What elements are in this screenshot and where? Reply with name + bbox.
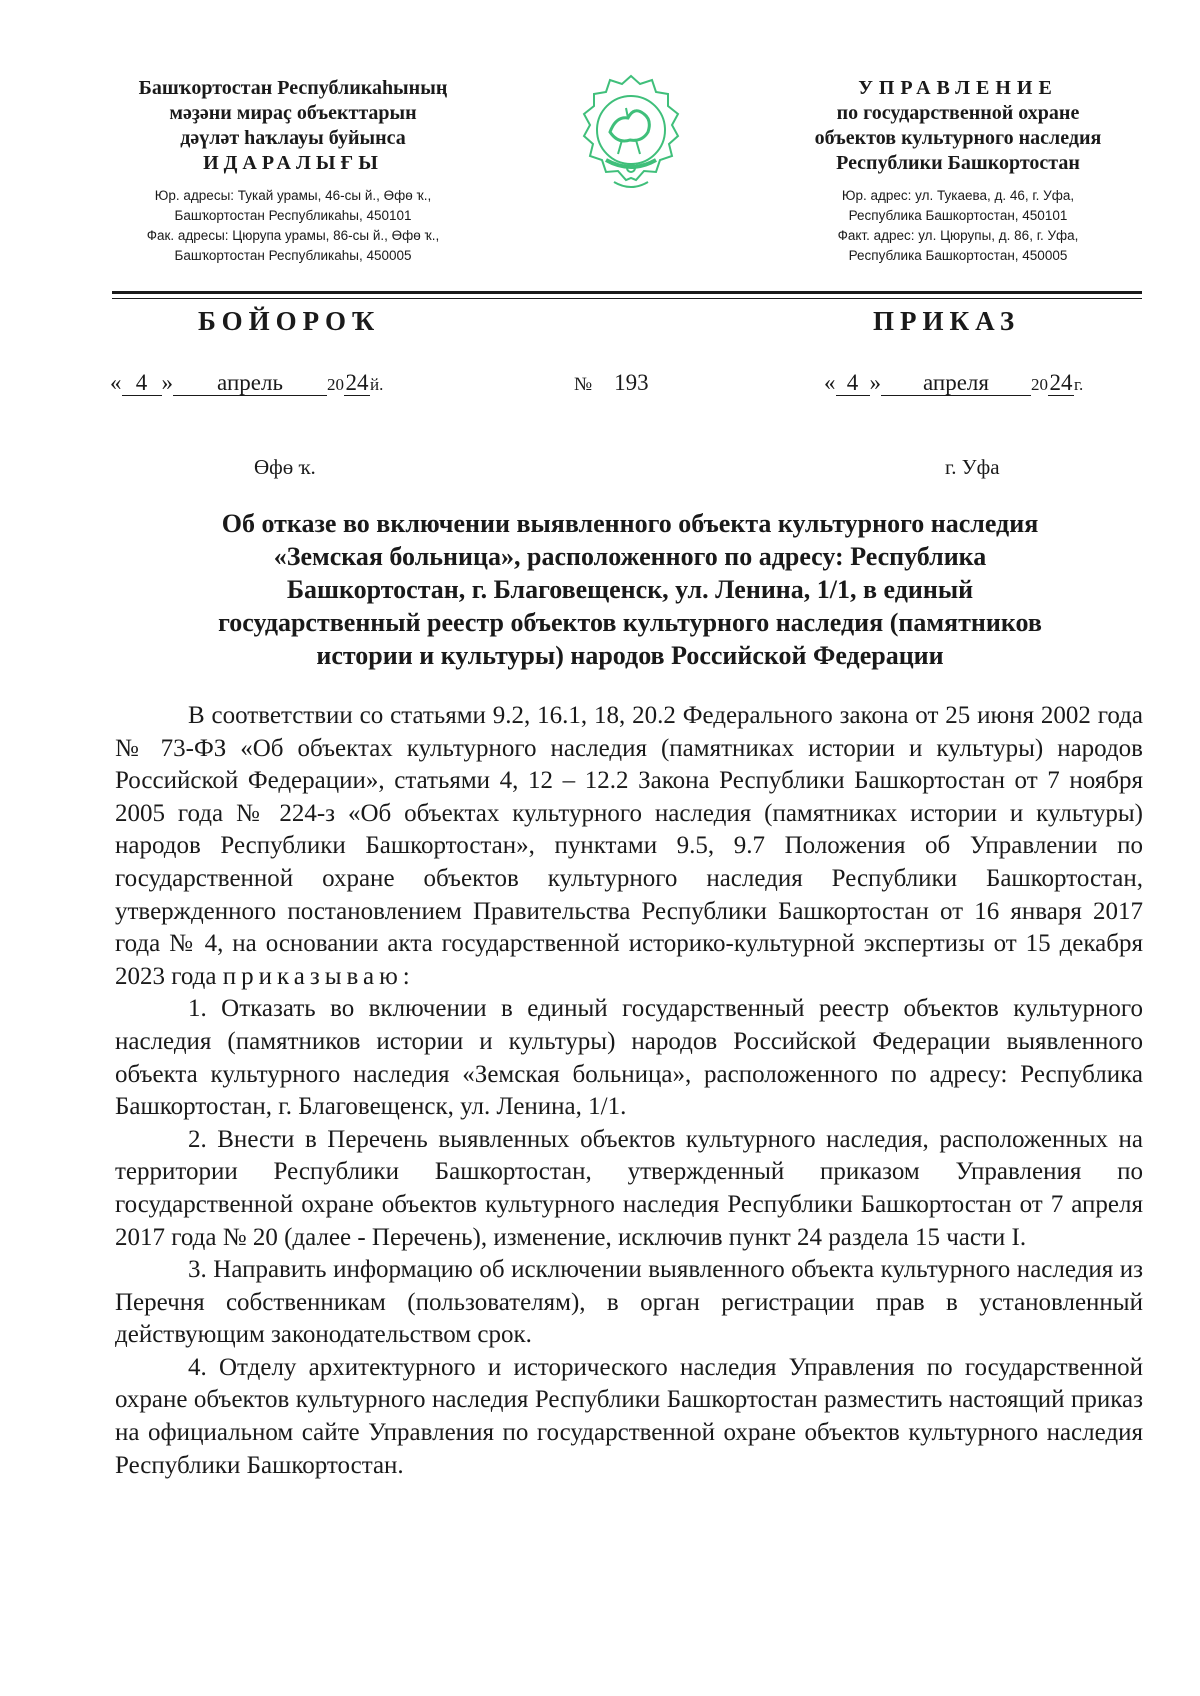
document-body [115, 700, 1143, 1482]
org-address [108, 186, 478, 266]
title-line: «Земская больница», расположенного по адресу: Республика [273, 542, 987, 571]
preamble-paragraph [115, 700, 1143, 993]
org-address [772, 186, 1144, 266]
address-line: Факт. адрес: ул. Цюрупы, д. 86, г. Уфа, [837, 228, 1079, 243]
title-line: истории и культуры) народов Российской Федерации [316, 641, 944, 670]
quote-open: « [110, 370, 122, 395]
org-name-line: дәүләт һаҡлауы буйынса [180, 127, 406, 149]
date-day: 4 [836, 371, 870, 396]
preamble-text: В соответствии со статьями 9.2, 16.1, 18, 20.2 Федерального закона от 25 июня 2002 года № 73-ФЗ «Об объектах культурного наследия (памятниках истории и культуры) народов Российской Федерации», статьями 4, 12 – 12.2 Закона Республики Башкортостан от 7 ноября 2005 года № 224-з «Об объектах культурного наследия (памятниках истории и культуры) народов Республики Башкортостан», пунктами 9.5, 9.7 Положения об Управлении по государственной охране объектов культурного наследия Республики Башкортостан, утвержденного постановлением Правительства Республики Башкортостан от 16 января 2017 года № 4, на основании акта государственной историко-культурной экспертизы от 15 декабря 2023 года [115, 702, 1143, 990]
org-name-line: мәҙәни мираҫ объекттарын [169, 102, 417, 124]
city-russian: г. Уфа [945, 455, 1000, 479]
order-number [574, 370, 649, 396]
address-line: Республика Башкортостан, 450101 [848, 208, 1068, 223]
doc-type-russian: ПРИКАЗ [873, 306, 1021, 336]
org-name-line: Башҡортостан Республикаһының [138, 77, 448, 99]
address-line: Юр. адрес: ул. Тукаева, д. 46, г. Уфа, [841, 188, 1075, 203]
quote-close: » [161, 370, 173, 395]
order-item: 3. Направить информацию об исключении выявленного объекта культурного наследия из Перечня собственникам (пользователям), в орган регистрации прав в установленный действующим законодательством срок. [115, 1256, 1143, 1349]
doc-type-bashkir: БОЙОРОҠ [198, 306, 381, 336]
header-left-block [108, 76, 478, 266]
address-line: Башҡортостан Республикаһы, 450005 [174, 248, 412, 263]
address-line: Фак. адресы: Цюрупа урамы, 86-сы й., Өфө ҡ., [146, 228, 440, 243]
coat-of-arms-icon [566, 70, 696, 200]
document-title [120, 507, 1140, 672]
date-year-prefix: 20 [1031, 375, 1048, 394]
title-line: государственный реестр объектов культурного наследия (памятников [218, 608, 1042, 637]
org-name-line: УПРАВЛЕНИЕ [858, 77, 1058, 99]
date-russian [824, 370, 1083, 396]
title-line: Об отказе во включении выявленного объекта культурного наследия [221, 509, 1039, 538]
order-item: 2. Внести в Перечень выявленных объектов культурного наследия, расположенных на территории Республики Башкортостан, утвержденный приказом Управления по государственной охране объектов культурного наследия Республики Башкортостан от 7 апреля 2017 года № 20 (далее - Перечень), изменение, исключив пункт 24 раздела 15 части I. [115, 1125, 1143, 1251]
order-colon: : [402, 962, 410, 990]
header-divider [112, 291, 1142, 294]
quote-close: » [869, 370, 881, 395]
title-line: Башкортостан, г. Благовещенск, ул. Ленина, 1/1, в единый [286, 575, 974, 604]
number-sign: № [574, 374, 593, 395]
date-year-word: й. [370, 375, 384, 394]
address-line: Башҡортостан Республикаһы, 450101 [174, 208, 412, 223]
date-month: апрель [173, 371, 327, 396]
address-line: Республика Башкортостан, 450005 [848, 248, 1068, 263]
header-divider [112, 298, 1142, 299]
date-month: апреля [881, 371, 1031, 396]
address-line: Юр. адресы: Тукай урамы, 46-сы й., Өфө ҡ., [154, 188, 432, 203]
header-right-block [772, 76, 1144, 266]
date-day: 4 [122, 371, 162, 396]
org-name-line: по государственной охране [836, 102, 1080, 124]
date-year-suffix: 24 [345, 370, 369, 395]
date-year-suffix: 24 [1049, 370, 1073, 395]
org-name-line: Республики Башкортостан [836, 152, 1080, 174]
order-item: 1. Отказать во включении в единый государственный реестр объектов культурного наследия (памятников истории и культуры) народов Российской Федерации выявленного объекта культурного наследия «Земская больница», расположенного по адресу: Республика Башкортостан, г. Благовещенск, ул. Ленина, 1/1. [115, 995, 1143, 1121]
quote-open: « [824, 370, 836, 395]
org-name-line: объектов культурного наследия [814, 127, 1102, 149]
date-year-prefix: 20 [327, 375, 344, 394]
number-value: 193 [614, 370, 649, 395]
order-word: приказываю [222, 962, 403, 990]
date-year-word: г. [1074, 375, 1084, 394]
city-bashkir: Өфө ҡ. [254, 455, 316, 479]
order-item: 4. Отделу архитектурного и исторического наследия Управления по государственной охране объектов культурного наследия Республики Башкортостан разместить настоящий приказ на официальном сайте Управления по государственной охране объектов культурного наследия Республики Башкортостан. [115, 1353, 1143, 1479]
org-name-line: ИДАРАЛЫҒЫ [203, 152, 383, 174]
date-bashkir [110, 370, 383, 396]
